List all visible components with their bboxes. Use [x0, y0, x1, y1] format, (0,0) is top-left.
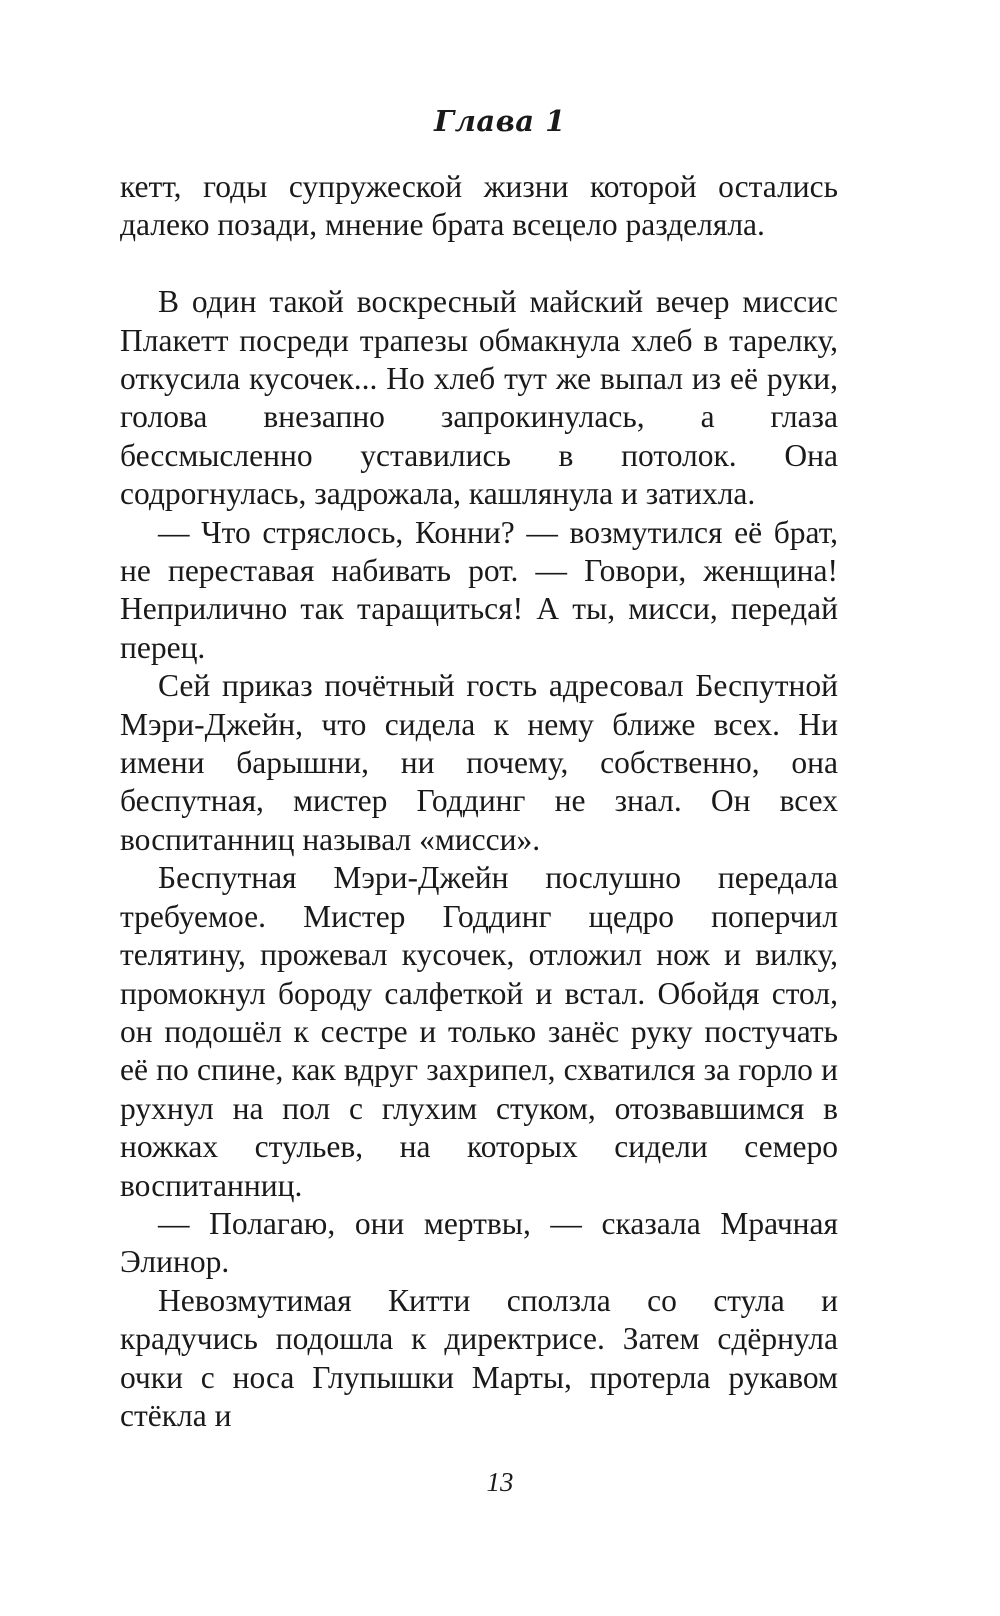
paragraph: Сей приказ почётный гость адресовал Беспутной Мэри-Джейн, что сидела к нему ближе всех. Ни имени барышни, ни почему, собственно, она беспутная, мистер Годдинг не знал. Он всех воспитанниц называл «мисси». [120, 668, 838, 857]
running-head: Глава 1 [434, 104, 566, 138]
paragraph: Невозмутимая Китти сползла со стула и крадучись подошла к директрисе. Затем сдёрнула очки с носа Глупышки Марты, протерла рукавом стёкла и [120, 1282, 838, 1433]
paragraph: Беспутная Мэри-Джейн послушно передала требуемое. Мистер Годдинг щедро поперчил телятину, прожевал кусочек, отложил нож и вилку, промокнул бороду салфеткой и встал. Обойдя стол, он подошёл к сестре и только занёс руку постучать её по спине, как вдруг захрипел, схватился за горло и рухнул на пол с глухим стуком, отозвавшимся в ножках стульев, на которых сидели семеро воспитанниц. [120, 860, 838, 1203]
body-text [120, 168, 838, 1435]
paragraph: кетт, годы супружеской жизни которой остались далеко позади, мнение брата всецело разделяла. [120, 169, 838, 243]
page-number: 13 [486, 1467, 514, 1497]
paragraph: — Полагаю, они мертвы, — сказала Мрачная Элинор. [120, 1205, 838, 1280]
paragraph: В один такой воскресный майский вечер миссис Плакетт посреди трапезы обмакнула хлеб в тарелку, откусила кусочек... Но хлеб тут же выпал из её руки, голова внезапно запрокинулась, а глаза бессмысленно уставились в потолок. Она содрогнулась, задрожала, кашлянула и затихла. [120, 284, 838, 512]
paragraph: — Что стряслось, Конни? — возмутился её брат, не переставая набивать рот. — Говори, женщина! Неприлично так таращиться! А ты, мисси, передай перец. [120, 514, 838, 665]
